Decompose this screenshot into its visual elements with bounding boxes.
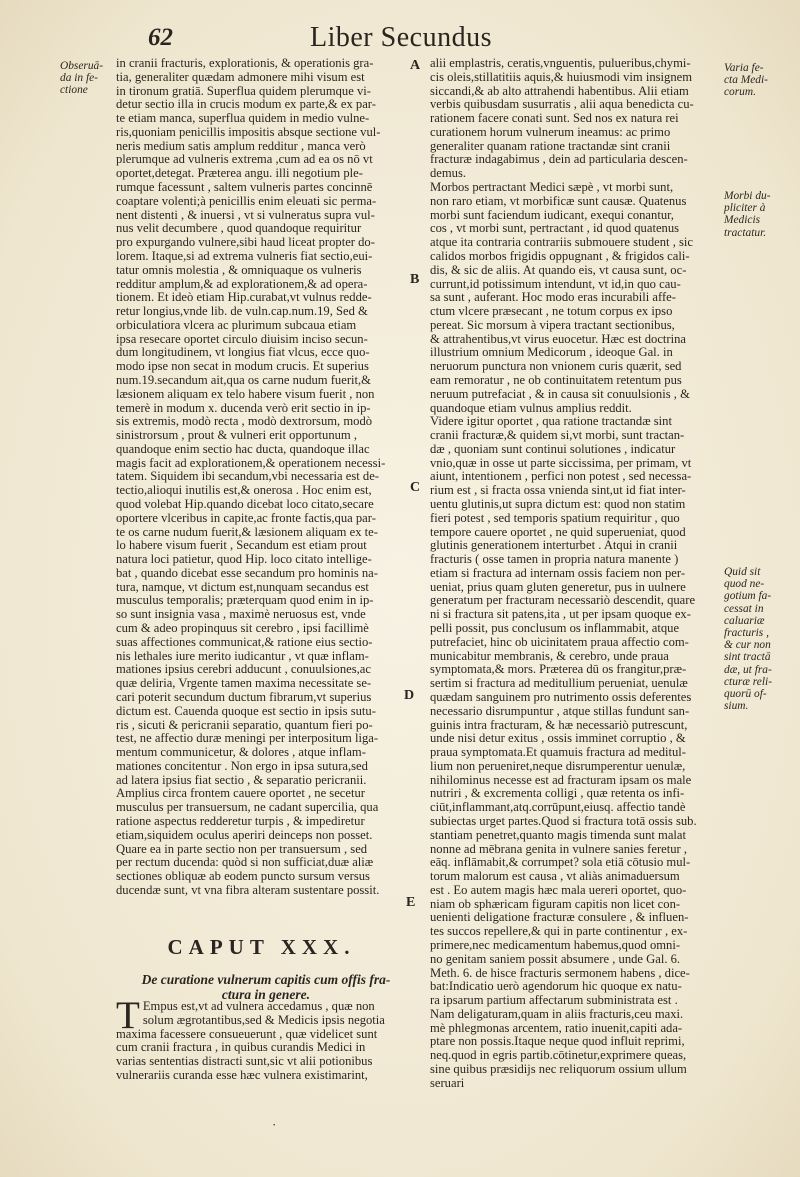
text-line: ciūt,inflammant,atq.corrūpunt,eiusq. affectio tandè (430, 801, 686, 815)
text-line: necessario disrumpuntur , atque stillas fundunt san- (430, 704, 690, 718)
text-line: no genitam saniem possit absumere , unde Gal. 6. (430, 952, 681, 966)
page-header (140, 16, 540, 56)
text-line: ad latera ipsius fiat sectio , & separatio pericranii. (116, 773, 367, 787)
text-line: quæ deliria, Vrgente tamen maxima necessitate se- (116, 677, 372, 691)
text-line: bat:Indicatio uerò agendorum hic quoque ex natu- (430, 980, 682, 994)
margin-note-line: quod ne- (724, 578, 765, 591)
text-line: tectio,alioqui inutilis est,& onerosa . Hoc enim est, (116, 484, 372, 498)
text-line: te etiam manca, superflua quidem in medio vulne- (116, 112, 370, 126)
text-line: Meth. 6. de hisce fracturis sermonem habens , dice- (430, 966, 690, 980)
text-line: putrefaciet, hinc ob uicinitatem praua affectio com- (430, 635, 689, 649)
text-line: morbi sunt faciendum iudicant, exequi conantur, (430, 208, 674, 222)
text-line: plerumque ad vulneris extrema ,cum ad ea os nō vt (116, 153, 373, 167)
text-line: pro expurgando vulnere,sibi haud liceat propter do- (116, 236, 375, 250)
text-line: niam ob sphæricam figuram capitis non licet con- (430, 897, 681, 911)
text-line: retur longius,vnde lib. de vuln.cap.num.19, Sed & (116, 305, 368, 319)
section-letter-e: E (406, 895, 416, 910)
text-line: cum & adeo propinquus sit cerebro , ipsi facillimè (116, 622, 369, 636)
text-line: sis extremis, modò recta , modò dextrorsum, modò (116, 415, 373, 429)
section-letter-b: B (410, 272, 420, 287)
text-line: detur sectio illa in crucis modum ex parte,& ex par- (116, 98, 376, 112)
text-line: stantiam penetret,quanto magis timenda sunt malat (430, 828, 687, 842)
text-line: sertim si fractura ad meditullium perueniat, uenulæ (430, 677, 688, 691)
text-line: sinistrorsum , prout & vulneri erit opportunum , (116, 429, 358, 443)
text-line: temerè in modum x. ducenda verò erit sectio in ip- (116, 401, 371, 415)
text-line: bat , quando dicebat esse secandum pro hominis na- (116, 566, 378, 580)
text-line: cis oleis,stillatitiis aquis,& huiusmodi vim insignem (430, 70, 693, 84)
margin-note-line: caluariæ (724, 614, 765, 627)
text-line: unde nisi detur exitus , ossis imminet corruptio , & (430, 732, 686, 746)
text-line: ueniat, prius quam gluten generetur, pus in uulnere (430, 580, 686, 594)
margin-note-line: Morbi du- (724, 190, 771, 202)
text-line: tatem. Siquidem ibi secandum,vbi necessaria est de- (116, 470, 379, 484)
text-line: Quare ea in parte sectio non per transuersum , sed (116, 842, 368, 856)
section-letter-a: A (410, 58, 421, 73)
text-line: aiunt, intentionem , perfici non potest , sed necessa- (430, 470, 692, 484)
text-line: symptomata,& mors. Præterea dū os frangitur,præ- (430, 663, 687, 677)
text-line: seruari (430, 1076, 465, 1090)
text-line: dum longitudinem, vt longius fiat vlcus, ecce quo- (116, 346, 370, 360)
text-line: guinis intra fracturam, & hæ necessariò putrescunt, (430, 718, 688, 732)
text-line: rium est , si fracta ossa vnienda sint,ut id fiat inter- (430, 484, 686, 498)
text-line: ctum vlcere præsecant , ne totum corpus ex ipso (430, 305, 673, 319)
text-line: uenienti deligatione fracturæ consulere , & influen- (430, 911, 689, 925)
margin-note-right-3 (724, 566, 794, 712)
text-line: ratione aspectus redderetur turpis , & impediretur (116, 814, 365, 828)
text-line: lo habere visum fuerit , Secandum est etiam prout (116, 539, 367, 553)
text-line: primere,nec medicamentum habemus,quod omni- (430, 939, 681, 952)
text-line: oportere vlceribus in capite,ac fronte factis,qua par- (116, 511, 376, 525)
text-line: solum ægrotantibus,sed & Medicis ipsis negotia (142, 1013, 385, 1027)
text-line: ni si fractura sit patens,ita , ut per ipsam quoque ex- (430, 608, 691, 622)
text-line: generaliter quanam ratione tractandæ sint cranii (430, 139, 671, 153)
text-line: generatum per fracturam necessariò descendit, quare (430, 594, 696, 608)
text-line: suas affectiones communicat,& ratione eius sectio- (116, 635, 373, 649)
text-line: glutinis generationem interturbet . Atqui in cranii (430, 539, 678, 553)
section-letter-d: D (404, 688, 415, 703)
text-line: mationes ipsius cerebri adducunt , conuulsiones,ac (116, 663, 371, 677)
text-line: atque ita contraria contrariis submouere student , sic (430, 236, 693, 250)
text-line: sine quibus præsidijs nec reliquorum ossium ullum (430, 1063, 687, 1077)
text-line: subiectas urget partes.Quod si fractura totā ossis sub. (430, 814, 697, 828)
text-line: varias sententias distracti sunt,sic vt alii potionibus (116, 1055, 373, 1069)
text-line: lium non perueniret,neque disrumperentur uenulæ, (430, 759, 686, 773)
text-line: ipsa resecare oportet circulo diuisim inciso secun- (116, 332, 368, 346)
text-line: Empus est,vt ad vulnera accedamus , quæ non (142, 1000, 375, 1013)
text-line: vnio,quæ in osse ut parte siccissima, per primam, vt (430, 456, 692, 470)
margin-note-line: sium. (724, 700, 749, 713)
chapter-subtitle-line: ctura in genere. (221, 987, 311, 1002)
text-line: natura loci patietur, quod Hip. loco citato intellige- (116, 553, 372, 567)
text-line: oportet,detegat. Præterea angu. illi negotium ple- (116, 167, 363, 181)
text-line: tatur omnis molestia , & omniquaque os vulneris (116, 263, 362, 277)
text-line: modo ipse non secat in modum crucis. Et superius (116, 360, 369, 374)
text-line: per rectum ducenda: quòd si non sufficiat,duæ aliæ (116, 856, 374, 870)
text-line: cari poterit secundum ductum fibrarum,vt superius (116, 690, 372, 704)
text-line: neris medium satis amplum redditur , manca verò (116, 139, 366, 153)
text-line: Nam deligaturam,quam in aliis fracturis,ceu maxi. (430, 1007, 684, 1021)
text-line: cos , vt morbi sunt, pertractant , id quod quatenus (430, 222, 680, 236)
text-line: læsionem aliquam ex telo habere visum fuerit , non (116, 387, 375, 401)
text-line: nihilominus necesse est ad fracturam ipsam os male (430, 773, 692, 787)
text-line: neq.quod in egris partib.cōtinetur,exprimere queas, (430, 1049, 687, 1063)
text-line: num.19.secandum ait,qua os carne nudum fuerit,& (116, 373, 371, 387)
margin-note-line: Varia fe- (724, 62, 764, 74)
text-line: sectiones obliquæ ab eodem puncto sursum versus (116, 870, 370, 884)
text-line: ris , sicuti & pericranii separatio, quantum fieri po- (116, 718, 373, 732)
text-line: mationes concitentur . Non ergo in ipsa sutura,sed (116, 759, 368, 773)
text-line: siccandi,& ab alto attrahendi habentibus. Alii etiam (430, 84, 689, 98)
text-line: sa sunt , auferant. Hoc modo eras incurabili affe- (430, 291, 676, 305)
text-line: & attrahentibus,vt virus euocetur. Hæc est doctrina (430, 332, 687, 346)
text-line: orbiculatiora vlcera ac plurimum subcaua etiam (116, 318, 357, 332)
text-line: calidos morbos frigidis oppugnant , & frigidos cali- (430, 249, 690, 263)
text-line: Amplius circa frontem cauere oportet , ne secetur (116, 787, 365, 801)
text-line: rumque facessunt , saltem vulneris partes concinnē (116, 181, 373, 195)
text-line: eāq. inflāmabit,& corrumpet? sola etiā cōtusio mul- (430, 856, 691, 870)
text-line: dictum est. Cauenda quoque est sectio in ipsis sutu- (116, 704, 376, 718)
text-line: etiam si fractura ad internam ossis faciem non per- (430, 566, 686, 580)
margin-note-left-top (60, 60, 116, 97)
text-line: alii emplastris, ceratis,vnguentis, pulueribus,chymi- (430, 57, 691, 70)
text-line: fracturis ( osse tamen in propria natura manente ) (430, 553, 679, 567)
margin-note-line: pliciter à (724, 202, 766, 215)
text-line: cum cranii fractura , in quibus curandis Medici in (116, 1041, 366, 1055)
text-line: musculus temporalis; præterquam quod enim in ip- (116, 594, 374, 608)
text-line: rationem facere conati sunt. Sed nos ex natura rei (430, 112, 679, 126)
text-line: test, ne affectio duræ meningi per interpositum liga- (116, 732, 379, 746)
chapter-heading: CAPUT XXX. (167, 935, 356, 959)
margin-note-right-1 (724, 62, 794, 99)
text-line: mè phlegmonas arcentem, ratio inuenit,capiti ada- (430, 1021, 683, 1035)
text-line: curationem horum vulnerum ineamus: ac primo (430, 125, 671, 139)
text-line: non raro etiam, vt morbificæ sunt causæ. Quatenus (430, 194, 687, 208)
margin-note-line: tractatur. (724, 226, 767, 239)
text-line: dæ , quoniam sunt continui solutiones , indicatur (430, 442, 676, 456)
text-line: uentu glutinis,ut supra dictum est: quod non statim (430, 498, 686, 511)
text-line: quod volebat Hip.quando dicebat loco citato,secare (116, 498, 374, 511)
text-line: cranii fracturæ,& quidem si,vt morbi, sunt tractan- (430, 429, 685, 443)
margin-note-line: Medicis (724, 214, 761, 227)
margin-note-line: da in fe- (60, 72, 98, 85)
text-line: Morbos pertractant Medici sæpè , vt morbi sunt, (430, 181, 674, 195)
text-line: demus. (430, 167, 467, 181)
text-line: nus velit decumbere , quod quandoque requiritur (116, 222, 362, 236)
text-line: fracturæ indagabimus , dein ad particularia descen- (430, 153, 688, 167)
text-line: tionem. Et ideò etiam Hip.curabat,vt vulnus redde- (116, 291, 372, 305)
drop-cap: T (116, 994, 140, 1037)
text-line: eam remoratur , ne ob continuitatem retentum pus (430, 373, 682, 387)
text-line: quædam sanguinem pro nutrimento ossis deferentes (430, 690, 692, 704)
text-line: nonne ad mēbrana genita in vulnere sanies feretur , (430, 842, 688, 856)
margin-note-line: corum. (724, 86, 756, 99)
text-line: pelli possit, pus conclusum os inflammabit, atque (430, 622, 680, 636)
text-line: praua symptomata.Et quamuis fractura ad meditul- (430, 746, 686, 760)
text-line: quandoque enim sectio hac ducta, quandoque illac (116, 442, 370, 456)
text-line: tia, generaliter quædam admonere mihi visum est (116, 70, 365, 84)
text-line: tempore cauere oportet , ne quid superueniat, quod (430, 525, 686, 539)
text-line: ducendæ sunt, vt vna fibra alteram sustentare possit. (116, 883, 380, 897)
margin-note-line: cta Medi- (724, 74, 768, 87)
text-line: tura, namque, vt dictum est,nunquam secandus est (116, 580, 369, 594)
text-line: nutriri , & excrementa colligi , quæ retenta os infi- (430, 787, 685, 801)
margin-note-line: ctione (60, 84, 88, 97)
text-line: neruum putrefaciat , & in causa sit conuulsionis , & (430, 387, 690, 401)
margin-note-line: cturæ reli- (724, 675, 772, 688)
text-line: lorem. Itaque,si ad extrema vulneris fiat sectio,eui- (116, 249, 373, 263)
margin-note-line: & cur non (724, 639, 771, 652)
margin-note-line: Obseruā- (60, 60, 104, 72)
text-line: tes succos repellere,& qui in parte continentur , ex- (430, 925, 688, 939)
margin-note-line: gotium fa- (724, 590, 772, 603)
text-line: etiam,siquidem oculus aperiri deinceps non posset. (116, 828, 373, 842)
text-line: te os carne nudum fuerit,& læsionem aliquam ex te- (116, 525, 378, 539)
left-column (116, 57, 407, 898)
text-line: fieri potest , sed temporis spatium requiritur , quo (430, 511, 680, 525)
text-line: ris,quoniam penicillis impositis absque sectione vul- (116, 125, 381, 139)
text-line: magis facit ad explorationem,& operationem necessi- (116, 456, 386, 470)
running-title: Liber Secundus (310, 22, 492, 53)
margin-note-line: fracturis , (724, 627, 769, 640)
text-line: torum malorum est causa , vt aliàs animaduersum (430, 870, 680, 884)
text-line: municabitur membranis, & cerebro, unde praua (430, 649, 669, 663)
text-line: nis lethales iure merito iudicantur , vt quæ inflam- (116, 649, 369, 663)
text-line: coaptare volenti;à penicillis enim eleuati sic perma- (116, 194, 377, 208)
text-line: illustrium omnium Medicorum , ideoque Gal. in (430, 346, 673, 360)
margin-note-line: cessat in (724, 602, 764, 615)
chapter-subtitle-line: De curatione vulnerum capitis cum offis fra- (141, 972, 391, 987)
chapter-subtitle (126, 972, 406, 1002)
text-line: dis, & sic de aliis. At quando eis, vt causa sunt, oc- (430, 263, 687, 277)
text-line: verbis quibusdam susurratis , alii aqua benedicta cu- (430, 98, 694, 112)
margin-note-line: quorū of- (724, 688, 767, 701)
text-line: nent distenti , & inuersi , vt si vulneratus supra vul- (116, 208, 375, 222)
text-line: in tironum gratiā. Superflua quidem plerumque vi- (116, 84, 371, 98)
page-ornament: · (272, 1117, 277, 1132)
text-line: ptare non possis.Itaque neque quod influit reprimi, (430, 1035, 685, 1049)
page-number: 62 (148, 24, 173, 51)
text-line: est . Eo autem magis hæc mala uereri oportet, quo- (430, 883, 687, 897)
margin-note-line: sint tractā (724, 651, 771, 664)
margin-note-right-2 (724, 190, 794, 239)
text-line: Videre igitur oportet , qua ratione tractandæ sint (430, 415, 672, 429)
text-line: pereat. Sic morsum à vipera tractant sectionibus, (430, 318, 675, 332)
text-line: vulnerariis curanda esse hæc vulnera existimarint, (116, 1068, 368, 1082)
text-line: musculus per transuersum, ne cadant supercilia, qua (116, 801, 379, 815)
text-line: ra ipsarum partium affectarum subministrata est . (430, 994, 678, 1008)
text-line: maxima facessere consueuerunt , quæ videlicet sunt (116, 1027, 378, 1041)
section-letter-c: C (410, 480, 421, 495)
text-line: neruorum punctura non vnionem curis quærit, sed (430, 360, 682, 374)
text-line: redditur amplum,& ad explorationem,& ad opera- (116, 277, 368, 291)
text-line: in cranii fracturis, explorationis, & operationis gra- (116, 57, 374, 70)
margin-note-line: dæ, ut fra- (724, 663, 772, 676)
text-line: so sunt insignia vasa , maximè neruosus est, vnde (116, 608, 366, 622)
text-line: quandoque etiam vulnus amplius reddit. (430, 401, 632, 415)
margin-note-line: Quid sit (724, 566, 761, 578)
text-line: currunt,id potissimum intendunt, vt id,in quo cau- (430, 277, 681, 291)
right-column (430, 57, 718, 1091)
text-line: mentum communicetur, & dolores , atque inflam- (116, 746, 366, 760)
